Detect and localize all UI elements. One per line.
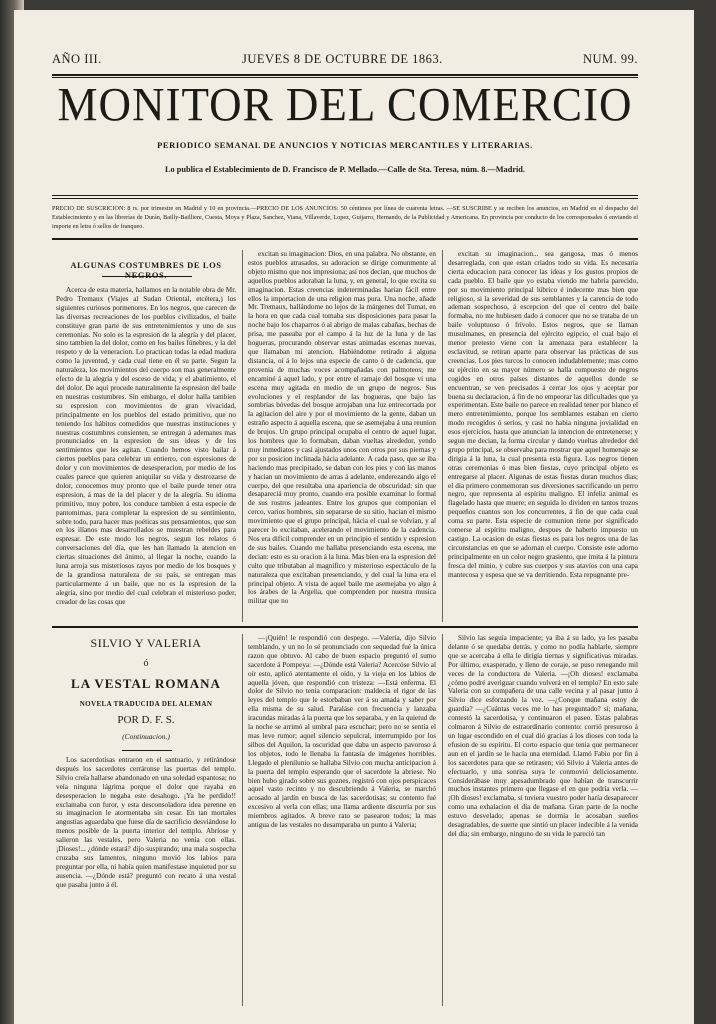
article-paragraph: excitan su imaginacion... sea gangosa, mas ó menos desarreglada, con que estan criados todo su vida. Es necesaria cierta educacion para conocer las ideas y los gustos propios de cada pueblo. El baile que yo estaba viendo me habria parecido, por su movimiento principal lúbrico é indecente mas bien que religioso, si la severidad de sus semblantes y la carencia de todo ademan sospechoso, á escepcion del que el centro del baile formaba, no me hubiesen dado á conocer que no se trataba de un baile voluptuoso ó frívolo. Estos negros, que se llaman musulmanes, en presencia del ejército egipcio, el cual bajo el menor pretesto viene con la amenaza para establecer la esclavitud, se retiran aparte para observar las prácticas de sus creencias. Los pies turcos lo conocen indudablemente; mas como su ejército en su mayor número se halla compuesto de negros cogidos en otros países distantes de aquellos donde se encuentran, se ven precisados á cerrar los ojos y aceptar por buena su declaracion, á fin de no empeorar las dificultades que ya experimentan. Este baile no parece en realidad tener por blanco el mero entretenimiento, porque los semblantes estaban en cierto modo recogidos ó serios, y casi no habia ninguna jovialidad en esos ejercicios, hasta que anuncian la intencion de entretenerse; y segun me decian, la forma circular y dando vueltas alrededor del grupo principal, se observaba para mostrar que aquel homenaje se dirigia á la luna, la cual presenta esta figura. Los negros tienen otras ceremonias ó mas bien fiestas, cuyo principal objeto es entregarse al placer. Algunas de estas fiestas duran muchos dias; el día primero conmemoran sus diversiones sacrificando un perro negro, que representa al espíritu maligno. El infeliz animal es flagelado hasta que muere; en seguida lo dividen en tantos trozos pequeños cuantos son los concurrentes, á fin de que cada cual coma su parte. Esta especie de comunion tiene por significado comerse al espíritu maligno, despues de haberlo impuesto un castigo. La ocasion de estas fiestas es para los negros una de las circunstancias en que se adornan el cuerpo. Consiste este adorno principalmente en un color negro grasiento, que imita á la pintura fresca del minio, y cubre sus cuerpos y sus atavíos con una capa mantecosa y espesa que se va derritiendo. Esta repugnante pre- — [448, 250, 638, 579]
newspaper-page — [42, 10, 646, 1024]
column-divider — [442, 250, 443, 622]
article-column-2 — [248, 250, 436, 622]
article-column-1 — [56, 286, 236, 622]
dateline — [52, 52, 638, 67]
serial-column-2 — [248, 634, 436, 1006]
subscription-notice: PRECIO DE SUSCRICION: 8 rs. por trimestre en Madrid y 10 en provincia.—PRECIO DE LOS ANUNCIOS: 50 céntimos por línea de cuarenta letras. —SE SUSCRIBE y se reciben los anuncios, en Madrid en el despacho del Establecimiento y en las librerías de Durán, Bailly-Bailliere, Cuesta, Moya y Plaza, Sanchez, Viana, Villaverde, Lopez, Guijarro, Hernando, de la Publicidad y Americana. En provincia por conducto de los corresponsales ó enviando el importe en letra ó sellos de franqueo. — [52, 205, 638, 230]
subscription-rule-top — [52, 195, 638, 196]
header-rule — [52, 74, 638, 76]
article-column-3 — [448, 250, 638, 622]
serial-alt-title: LA VESTAL ROMANA — [71, 676, 221, 691]
article-paragraph: excitan su imaginacion: Dios, en una palabra. No obstante, en estos pueblos atrasados, su adoracion se dirige comunmente al objeto mismo que nos impresiona; así nos decian, que muchos de aquellos pueblos adoraban la luna, y, en general, lo que excita su imaginacion. Estas creencias indeterminadas harian fácil entre ellos la importacion de una religion mas pura. Una noche, añade Mr. Tremaux, hallándome no lejos de la márgenes del Tumat, en la hora en que cada cual tomaba sus disposiciones para pasar la noche bajo los chaparros ó al abrigo de malas cabañas, hechas de prisa, me paseaba por el campo á la luz de la luna y de las hogueras, procurando observar estas animadas escenas nuevas, que llamaban mi atencion. Habiéndome retirado á alguna distancia, oí á lo lejos una especie de canto ó de cadencia, que provenia de muchas voces acompañadas con palmoteos; me encaminé á aquel lado, y por entre el ramaje del bosque vi una escena muy agitada en medio de un grupo de negros. Sus evoluciones y el resplandor de las hogueras, que bajo las sombrías bóvedas del bosque arrojaban una luz entrecortada por la agitacion del aire y por el movimiento de la gente, daban un estraño aspecto á aquella escena, que se asemejaba á una reunion de brujos. Un grupo principal ocupaba el centro de aquel lugar, los hombres que lo formaban, daban vueltas alrededor, yendo muy inmediatos y casi ajustados unos con otros por sus piernas y por su posicion inclinada hácia adelante. A cada paso, que se iba haciendo mas precipitado, se daban con los pies y con las manos y hacian un movimiento de arras á adelante, enderezando algo el cuerpo, del que resultaba una apariencia de obscuridad: sin que desapareciá muy pronto, cuando era posible examinar lo formal de sus rostros jadeantes. Entre los grupos que componian el cerco, varios hombres, sin separarse de su sitio, hacian el mismo movimiento que el grupo principal, hácia el cual se volvian, y al parecer lo excitaban, acelerando el movimiento de la cadencia. Nos era difícil comprender en un principio el sentido y espresion de sus bailes. Cuando me hallaba presenciando esta escena, me decian: esto es su oracion á la luna. Mas bien era la espresion del culto que tributaban al magnífico y misterioso espectáculo de la naturaleza que excitaban presenciando, y del cual la luna era el principal objeto. A vista de aquel baile me asemejaba yo algo á los árabes de la Argelia, que comprenden por nuestra musica militar que no — [248, 250, 436, 606]
year-label: AÑO III. — [52, 52, 102, 66]
serial-title: SILVIO Y VALERIA — [90, 636, 202, 650]
section-rule — [52, 626, 638, 628]
serial-ornament-rule — [122, 750, 172, 751]
serial-conjunction: ó — [143, 658, 149, 669]
subscription-rule-bottom — [52, 238, 638, 240]
publisher-line: Lo publica el Establecimiento de D. Francisco de P. Mellado.—Calle de Sta. Teresa, núm. 8.—Madrid. — [165, 165, 525, 174]
serial-continuation: (Continuacion.) — [122, 732, 170, 741]
serial-column-1 — [56, 756, 236, 1006]
column-divider — [242, 634, 243, 1006]
issue-date: JUEVES 8 DE OCTUBRE DE 1863. — [241, 52, 443, 66]
masthead-subtitle: PERIODICO SEMANAL DE ANUNCIOS Y NOTICIAS MERCANTILES Y LITERARIAS. — [157, 140, 533, 150]
subscription-rule-top-2 — [52, 198, 638, 199]
serial-author: POR D. F. S. — [117, 714, 175, 726]
serial-paragraph: —¡Quién! le respondió con despego. —Valeria, dijo Silvio temblando, y un no lo sé pronunciado con sequedad fué la única razon que obtuvo. Al cabo de buen espacio preguntó el sumo sacerdote á Pompeya: —¿Dónde está Valeria? Acercóse Silvio al oír esto, aplicó atentamente el oído, y la vieja en los labios de aquella jóven, que respondió con tristeza: —Está enferma. El dolor de Silvio no tenia comparacion: maldecía el rigor de las leyes del templo que le estorbaban ver á su amada y saber por ella misma de su salud. Paraláse con frecuencia y lanzaba iracundas miradas á la puerta que los separaba, y en la quietud de la noche se arrimó al umbral para escuchar; pero no se sentía el mas leve rumor; aquel silencio sepulcral, interrumpido por los silbos del Aquilon, la oscuridad que daba un aspecto pavoroso á los objetos, todo le llenaba la fantasía de imágenes horribles. Llegado el plenilunio se hallaba Silvio con mucha anticipacion á la puerta del templo esperando que el sacerdote la abriese. No bien hubo girado sobre sus goznes, registró con ojos perspicaces aquel vasto recinto y no descubriendo á Valeria, se marchó acosado al jardín en busca de las sacerdotisas; su contento fué excesivo al verla con ellas; una llama ardiente discurría por sus miembros agitados. A breve rato se pasearon todos; la mas antigua de las vestales no desamparaba un punto á Valeria; — [248, 634, 436, 830]
serial-column-3 — [448, 634, 638, 1006]
issue-number: NUM. 99. — [582, 52, 638, 66]
title-underline — [102, 276, 192, 277]
serial-paragraph: Los sacerdotisas entraron en el santuario, y retirándose después los sacerdotes cerráronse las puertas del templo. Silvio creía hallarse abandonado en una soledad espantosa; no veía ninguna lágrima porque el dolor que rayaba en desesperacion le negaba este desahogo. ¡Ya he perdido!! exclamaba con furor, y esta desconsoladora idea perenne en su imaginacion le atormentaba sin cesar. En tan mortales angustias aguardaba que fuese día de sacrificio desviándose lo menos posible de la puerta interior del templo. Abríose y salieron las vestales, pero Valeria no venía con ellas. ¡Dioses!... ¿dónde estará? dijo suspirando; una mala sospecha cruzaba sus lamentos, ninguno movió los labios para preguntar por ella, ni había quien manifestase inquietud por su ausencia. —¿Dónde está? preguntó con recato á una vestal que pasaba junto á él. — [56, 756, 236, 889]
serial-translation-note: NOVELA TRADUCIDA DEL ALEMAN — [79, 700, 213, 708]
masthead-title: MONITOR DEL COMERCIO — [57, 78, 633, 132]
column-divider — [242, 250, 243, 622]
column-divider — [442, 634, 443, 1006]
article-paragraph: Acerca de esta materia, hallamos en la notable obra de Mr. Pedro Tremaux (Viajes al Sudan Oriental, etcétera,) los siguientes curiosos pormenores. En los negros, que carecen de las diversas recreaciones de los pueblos civilizados, el baile constituye gran parte de sus entretenimientos y uno de sus ceremonias. No solo es la espresion de la alegría y del placer, sino tambien la del dolor, como en los bailes fúnebres, y la del respeto y de la veneracion. Lo practican todas la edad madura como la juventud, y cada cual tiene en él su parte. Segun la naturaleza, los movimientos del cuerpo son mas generalmente efecto de la alegría y del esceso de vida; y el abatimiento, el del dolor. De aquí procede naturalmente la espresion del baile en nuestras costumbres. Sin embargo, el dolor halla tambien su espresion con movimientos de gran vivacidad, principalmente en los pueblos del estado primitivo, que no teniendo los hábitos comedidos que nuestras instituciones y nuestras costumbres consienten, se entregan á ademanes mas pronunciados en la espresion de sus ideas y de los sentimientos que les agitan. Cuando hemos visto bailar á ciertos pueblos para celebrar un entierro, con espresiones de dolor y con movimientos de desesperacion, por medio de los cuales parece que quieren aniquilar su vida y destrozarse de dolor, conocemos muy pronto que el baile puede tener otra espresion, á mas de la del placer y de la alegría. Su idioma primitivo, muy pobre, los conduce tambien á esta especie de pantomimas, para completar la espresion de su sentimiento, sobre todo, para hacer mas poéticas sus pensamientos, que son en los ilíanos mas desarrollados se muestran rebeldes para espresar. De este modo los negros, segun los relatos ó conversaciones del día, que les han llamado la atencion en ciertas situaciones del ánimo, al llegar la noche, cuando la luna arroja sus misteriosos rayos por medio de los bosques y de la grandiosa naturaleza de su país, se entregan mas particularmente á un baile, que no es la espresion de la alegría, sino por medio del cual celebran el misterioso poder, creador de las cosas que — [56, 286, 236, 606]
serial-paragraph: Silvio las seguía impaciente; ya iba á su lado, ya les pasaba delante ó se quedaba detrás, y como no podía hablarle, siempre que se acercaba á ella le dirigía tiernas y significativas miradas. Por último, exasperado, y lleno de coraje, se puso renegando mil veces de la conductora de Valeria. —¡Oh dioses! exclamaba ¿cómo podré averiguar cuando volverá en el templo? En esto sale Valeria con su compañera de una calle vecina y al pasar junto á Silvio dice esforzando la voz. —¿Conque mañana estoy de guardia? —¿Cuántas veces me lo has preguntado? sí; mañana, contestó la sacerdotisa, y continuaron el paseo. Estas palabras colmaron á Silvio de estraordinario contento: corrió presuroso á un lugar escondido en el cual dió gracias á los dioses con toda la efusion de su espíritu. El corto espacio que tenia que permanecer aun en el jardín se le hacía una eternidad. Llamó Fabio por fin á los sacerdotes para que se retirasen; vió Silvio á Valeria antes de efectuarlo, y una sonrisa suya le conmovió deliciosamente. Considerábase muy apesadumbrado que habían de transcurrir muchos instantes primero que llegase el en que podría verla. —¡Oh dioses! exclamaba, si tuviera vuestro poder haría desaparecer como una exhalacion el día de mañana. Gran parte de la noche estuvo desvelado; apenas se dormía le acosaban sueños desagradables, de suerte que sintió un placer indecible á la venida del día; sin embargo, ninguno de su vida le pareció tan — [448, 634, 638, 838]
newspaper-sheet — [14, 10, 694, 1024]
article-title: ALGUNAS COSTUMBRES DE LOS NEGROS. — [70, 260, 222, 280]
